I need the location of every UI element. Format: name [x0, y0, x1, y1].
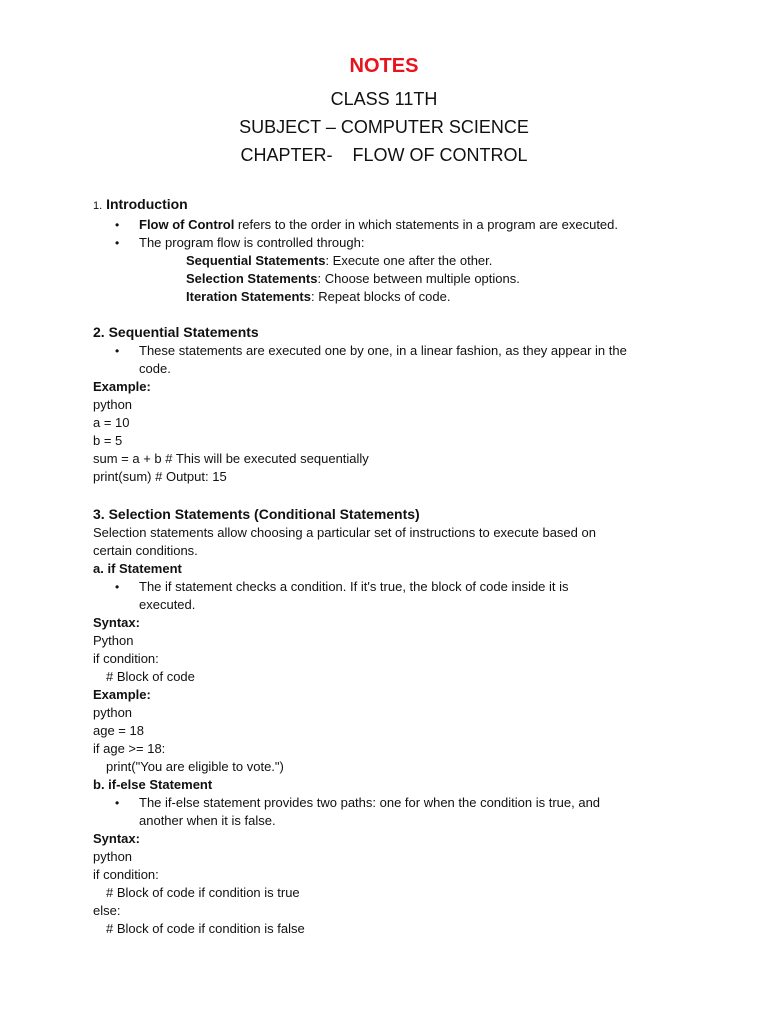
- code-line: if age >= 18:: [93, 741, 166, 756]
- introduction-list: [93, 216, 675, 252]
- example-label: Example:: [93, 379, 151, 394]
- section-sequential: [93, 322, 675, 486]
- selection-intro-line1: Selection statements allow choosing a particular set of instructions to execute based on: [93, 525, 596, 540]
- notes-title: NOTES: [349, 55, 419, 77]
- statement-type-selection: [93, 270, 675, 288]
- statement-type-iteration: [93, 288, 675, 306]
- introduction-heading: [93, 194, 675, 216]
- code-line: age = 18: [93, 723, 144, 738]
- class-title: CLASS 11TH: [330, 89, 438, 109]
- list-item: [93, 234, 675, 252]
- if-else-statement-heading: b. if-else Statement: [93, 777, 213, 792]
- list-item: [93, 216, 675, 234]
- list-item: [93, 794, 675, 830]
- if-statement-heading: a. if Statement: [93, 561, 182, 576]
- sequential-list: [93, 342, 675, 378]
- if-bullet-line2: executed.: [139, 597, 196, 612]
- iteration-desc: : Repeat blocks of code.: [310, 289, 451, 304]
- introduction-number: 1.: [93, 200, 103, 212]
- sequential-bullet-line1: These statements are executed one by one, in a linear fashion, as they appear in the: [139, 343, 627, 358]
- list-item: [93, 342, 675, 378]
- code-line: Python: [93, 633, 134, 648]
- if-else-bullet-line1: The if-else statement provides two paths: one for when the condition is true, and: [139, 795, 601, 810]
- statement-type-sequential: [93, 252, 675, 270]
- selection-term: Selection Statements: [186, 271, 318, 286]
- code-line: # Block of code if condition is false: [106, 921, 305, 936]
- selection-desc: : Choose between multiple options.: [317, 271, 520, 286]
- list-item: [93, 578, 675, 614]
- sequential-bullet-line2: code.: [139, 361, 171, 376]
- program-flow-text: The program flow is controlled through:: [139, 235, 365, 250]
- chapter-title: CHAPTER- FLOW OF CONTROL: [240, 145, 528, 165]
- if-else-bullet-line2: another when it is false.: [139, 813, 276, 828]
- sequential-term: Sequential Statements: [186, 253, 326, 268]
- selection-intro-line2: certain conditions.: [93, 543, 198, 558]
- code-line: sum = a + b # This will be executed sequentially: [93, 451, 369, 466]
- example-label: Example:: [93, 687, 151, 702]
- if-else-list: [93, 794, 675, 830]
- sequential-desc: : Execute one after the other.: [325, 253, 493, 268]
- section-selection: [93, 504, 675, 938]
- code-line: if condition:: [93, 651, 159, 666]
- syntax-label: Syntax:: [93, 831, 140, 846]
- code-line: if condition:: [93, 867, 159, 882]
- code-line: python: [93, 397, 133, 412]
- code-line: python: [93, 705, 133, 720]
- flow-of-control-term: Flow of Control: [139, 217, 235, 232]
- introduction-heading-text: Introduction: [106, 196, 188, 212]
- if-statement-list: [93, 578, 675, 614]
- subject-title: SUBJECT – COMPUTER SCIENCE: [239, 117, 529, 137]
- code-line: python: [93, 849, 133, 864]
- flow-of-control-definition: refers to the order in which statements in a program are executed.: [234, 217, 619, 232]
- if-bullet-line1: The if statement checks a condition. If it's true, the block of code inside it is: [139, 579, 569, 594]
- code-line: a = 10: [93, 415, 130, 430]
- document-header: [93, 52, 675, 168]
- code-line: print(sum) # Output: 15: [93, 469, 227, 484]
- iteration-term: Iteration Statements: [186, 289, 311, 304]
- code-line: else:: [93, 903, 121, 918]
- syntax-label: Syntax:: [93, 615, 140, 630]
- code-line: # Block of code: [106, 669, 195, 684]
- section-introduction: [93, 194, 675, 306]
- code-line: b = 5: [93, 433, 123, 448]
- sequential-heading: 2. Sequential Statements: [93, 324, 259, 340]
- code-line: # Block of code if condition is true: [106, 885, 300, 900]
- code-line: print("You are eligible to vote."): [106, 759, 284, 774]
- selection-heading: 3. Selection Statements (Conditional Statements): [93, 506, 420, 522]
